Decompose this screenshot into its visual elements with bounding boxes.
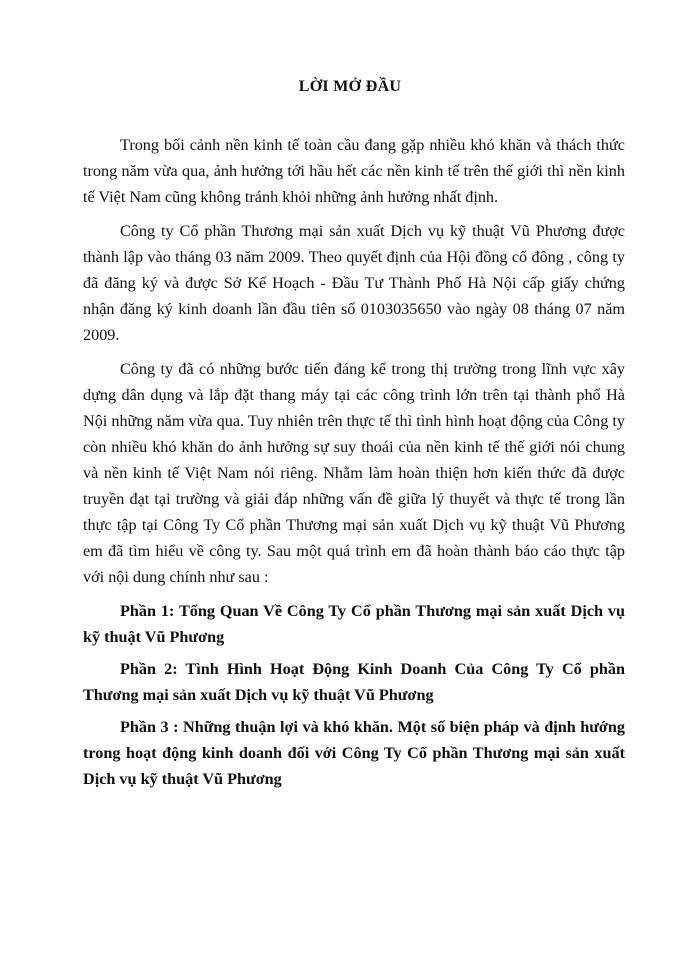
- document-body: [83, 132, 625, 798]
- page-title: LỜI MỞ ĐẦU: [298, 78, 402, 95]
- part-2-heading: Phần 2: Tình Hình Hoạt Động Kinh Doanh Của Công Ty Cổ phần Thương mại sản xuất Dịch vụ kỹ thuật Vũ Phương: [83, 660, 625, 704]
- paragraph-company-founding: Công ty Cổ phần Thương mại sản xuất Dịch vụ kỹ thuật Vũ Phương được thành lập vào tháng 03 năm 2009. Theo quyết định của Hội đồng cổ đông , công ty đã đăng ký và được Sở Kế Hoạch - Đầu Tư Thành Phố Hà Nội cấp giấy chứng nhận đăng ký kinh doanh lần đầu tiên số 0103035650 vào ngày 08 tháng 07 năm 2009.: [83, 222, 625, 344]
- paragraph-intro: Trong bối cảnh nền kinh tế toàn cầu đang gặp nhiều khó khăn và thách thức trong năm vừa qua, ảnh hưởng tới hầu hết các nền kinh tế trên thế giới thì nền kinh tế Việt Nam cũng không tránh khỏi những ảnh hưởng nhất định.: [83, 136, 625, 206]
- part-3-heading: Phần 3 : Những thuận lợi và khó khăn. Một số biện pháp và định hướng trong hoạt động kinh doanh đối với Công Ty Cổ phần Thương mại sản xuất Dịch vụ kỹ thuật Vũ Phương: [83, 718, 625, 788]
- part-1-heading: Phần 1: Tổng Quan Về Công Ty Cổ phần Thương mại sản xuất Dịch vụ kỹ thuật Vũ Phương: [83, 602, 625, 646]
- paragraph-report-purpose: Công ty đã có những bước tiến đáng kể trong thị trường trong lĩnh vực xây dựng dân dụng và lắp đặt thang máy tại các công trình lớn trên tại thành phố Hà Nội những năm vừa qua. Tuy nhiên trên thực tế thì tình hình hoạt động của Công ty còn nhiều khó khăn do ảnh hưởng sự suy thoái của nền kinh tế thế giới nói chung và nền kinh tế Việt Nam nói riêng. Nhằm làm hoàn thiện hơn kiến thức đã được truyền đạt tại trường và giải đáp những vấn đề giữa lý thuyết và thực tế trong lần thực tập tại Công Ty Cổ phần Thương mại sản xuất Dịch vụ kỹ thuật Vũ Phương em đã tìm hiểu về công ty. Sau một quá trình em đã hoàn thành báo cáo thực tập với nội dung chính như sau :: [83, 360, 625, 586]
